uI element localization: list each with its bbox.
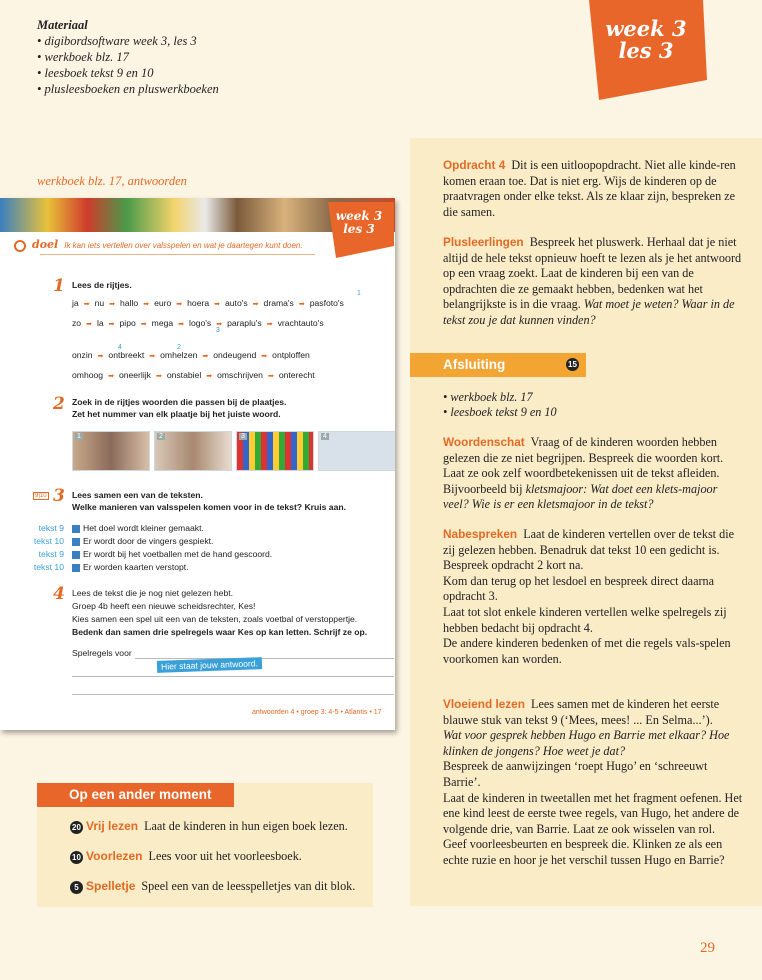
exercise-instruction: Zoek in de rijtjes woorden die passen bij de plaatjes. <box>72 397 287 407</box>
exercise-number: 4 <box>53 584 65 604</box>
minutes-badge: 20 <box>70 821 83 834</box>
activity-item: 5 Spelletje Speel een van de leesspelletjes van dit blok. <box>70 879 355 894</box>
text-reference: tekst 9 <box>38 549 64 559</box>
fluent-reading-label: Vloeiend lezen <box>443 697 525 711</box>
exercise-number: 2 <box>53 394 65 414</box>
checkbox-icon[interactable] <box>72 564 80 572</box>
answer-line[interactable] <box>135 658 394 659</box>
materials-list <box>37 17 219 97</box>
target-icon <box>14 240 26 252</box>
assignment-4-paragraph: Opdracht 4 Dit is een uitloopopdracht. Niet alle kinde-ren komen eraan toe. Dat is niet erg. Wijs de kinderen op de praatvragen onder elke tekst. Als ze klaar zijn, bespreken ze die samen. <box>443 158 736 219</box>
picture-number: 3 <box>216 327 220 334</box>
vocabulary-label: Woordenschat <box>443 435 525 449</box>
exercise-text: Lees de tekst die je nog niet gelezen hebt. <box>72 588 234 598</box>
text-reference: tekst 10 <box>33 536 64 546</box>
assignment-4-label: Opdracht 4 <box>443 158 506 172</box>
materials-item: • plusleesboeken en pluswerkboeken <box>37 82 219 96</box>
materials-item: • werkboek blz. 17 <box>37 50 129 64</box>
closing-material: • leesboek tekst 9 en 10 <box>443 405 557 419</box>
exercise-number: 3 <box>53 486 65 506</box>
exercise-instruction: Lees de rijtjes. <box>72 280 132 290</box>
activity-item: 20 Vrij lezen Laat de kinderen in hun eigen boek lezen. <box>70 819 348 834</box>
picture-number: 1 <box>357 290 361 297</box>
goal-label: doel <box>32 238 59 251</box>
exercise-number: 1 <box>53 276 65 296</box>
plus-students-label: Plusleerlingen <box>443 235 524 249</box>
page-number: 29 <box>700 940 715 956</box>
goal-text: Ik kan iets vertellen over valsspelen en wat je daartegen kunt doen. <box>64 241 303 250</box>
materials-item: • digibordsoftware week 3, les 3 <box>37 34 197 48</box>
workbook-week-badge <box>328 202 394 258</box>
badge-week: week 3 <box>605 16 687 41</box>
exercise-instruction: Welke manieren van valsspelen komen voor in de tekst? Kruis aan. <box>72 502 346 512</box>
workbook-badge-week: week 3 <box>335 209 383 223</box>
fluent-reading-paragraph: Vloeiend lezen Lees samen met de kinderen het eerste blauwe stuk van tekst 9 (‘Mees, mees! ... En Selma...’). Wat voor gesprek hebben Hugo en Barrie met elkaar? Hoe klinken de jongens? Hoe weet je dat? Bespreek de aanwijzingen ‘roept Hugo’ en ‘schreeuwt Barrie’. Laat de kinderen in tweetallen met het fragment oefenen. Het ene kind leest de eerste twee regels, van Hugo, het andere de volgende drie, van Barrie. Laat ze ook wisselen van rol. Geef voorleesbeurten en bespreek die. Klinken ze als een echte ruzie en hoor je het verschil tussen Hugo en Barrie? <box>443 697 743 867</box>
picture-logos: 1 <box>72 431 150 471</box>
checkbox-icon[interactable] <box>72 538 80 546</box>
picture-hug: 2 <box>154 431 232 471</box>
workbook-badge-lesson: les 3 <box>343 222 375 236</box>
answer-line[interactable] <box>72 676 394 677</box>
word-row: zo ➡ la ➡ pipo ➡ mega ➡ logo's ➡ paraplu's ➡ vrachtauto's <box>72 318 324 328</box>
discussion-paragraph: Nabespreken Laat de kinderen vertellen over de tekst die zij gelezen hebben. Benadruk dat tekst 10 een gedicht is. Bespreek opdracht 2 kort na. Kom dan terug op het lesdoel en bespreek direct daarna opdracht 3. Laat tot slot enkele kinderen vertellen welke spelregels zij hebben bedacht bij opdracht 4. De andere kinderen bedenken of met die regels vals-spelen voorkomen kan worden. <box>443 527 735 666</box>
picture-puzzle: 4 <box>318 431 395 471</box>
answer-sticker: Hier staat jouw antwoord. <box>157 657 262 673</box>
materials-item: • leesboek tekst 9 en 10 <box>37 66 154 80</box>
word-row: ja ➡ nu ➡ hallo ➡ euro ➡ hoera ➡ auto's ➡ drama's ➡ pasfoto's <box>72 298 344 308</box>
checkbox-item[interactable]: Het doel wordt kleiner gemaakt. <box>72 523 204 533</box>
exercise-instruction: Zet het nummer van elk plaatje bij het juiste woord. <box>72 409 281 419</box>
minutes-badge: 10 <box>70 851 83 864</box>
checkbox-icon[interactable] <box>72 525 80 533</box>
plus-students-paragraph: Plusleerlingen Bespreek het pluswerk. Herhaal dat je niet altijd de hele tekst opnieuw hoeft te lezen als je het antwoord op een vraag zoekt. Laat de kinderen bij een van de opdrachten die ze gemaakt hebben, bedenken wat het belangrijkste is in die vraag. Wat moet je weten? Waar in de tekst zou je dat kunnen vinden? <box>443 235 742 327</box>
workbook-footer: antwoorden 4 • groep 3: 4-5 • Atlantis • 17 <box>252 709 382 716</box>
answer-line[interactable] <box>72 694 394 695</box>
text-choice-icon: 9|10 <box>35 493 47 499</box>
picture-number: 4 <box>118 344 122 351</box>
exercise-text: Groep 4b heeft een nieuwe scheidsrechter, Kes! <box>72 601 256 611</box>
week-badge <box>585 0 707 100</box>
exercise-instruction: Bedenk dan samen drie spelregels waar Kes op kan letten. Schrijf ze op. <box>72 627 368 637</box>
minutes-badge: 15 <box>566 358 579 371</box>
minutes-badge: 5 <box>70 881 83 894</box>
checkbox-icon[interactable] <box>72 551 80 559</box>
text-reference: tekst 10 <box>33 562 64 572</box>
word-row: onzin ➡ ontbreekt ➡ omhelzen ➡ ondeugend ➡ ontploffen <box>72 350 310 360</box>
word-row: omhoog ➡ oneerlijk ➡ onstabiel ➡ omschrijven ➡ onterecht <box>72 370 315 380</box>
other-moment-title: Op een ander moment <box>37 783 234 807</box>
vocabulary-paragraph: Woordenschat Vraag of de kinderen woorden hebben gelezen die ze niet begrijpen. Bespreek die woorden kort. Laat ze ook zelf woordbetekenissen uit de tekst afleiden. Bijvoorbeeld bij kletsmajoor: Wat doet een klets-majoor veel? Wie is er een kletsmajoor in de tekst? <box>443 435 724 512</box>
picture-flags: 3 <box>236 431 314 471</box>
closing-header <box>410 353 586 377</box>
answer-label: Spelregels voor <box>72 648 132 658</box>
checkbox-item[interactable]: Er worden kaarten verstopt. <box>72 562 189 572</box>
closing-material: • werkboek blz. 17 <box>443 390 533 404</box>
materials-title: Materiaal <box>37 18 88 32</box>
goal-divider <box>40 254 315 255</box>
closing-title: Afsluiting <box>443 357 506 372</box>
exercise-text: Kies samen een spel uit een van de teksten, zoals voetbal of verstoppertje. <box>72 614 358 624</box>
lesson-instructions-panel <box>410 138 762 906</box>
checkbox-item[interactable]: Er wordt door de vingers gespiekt. <box>72 536 213 546</box>
checkbox-item[interactable]: Er wordt bij het voetballen met de hand gescoord. <box>72 549 272 559</box>
discussion-label: Nabespreken <box>443 527 518 541</box>
workbook-page <box>0 198 395 730</box>
activity-item: 10 Voorlezen Lees voor uit het voorleesboek. <box>70 849 302 864</box>
exercise-instruction: Lees samen een van de teksten. <box>72 490 203 500</box>
goal-row <box>14 238 303 252</box>
badge-lesson: les 3 <box>618 38 674 63</box>
other-moment-box <box>37 783 373 907</box>
picture-number: 2 <box>177 344 181 351</box>
text-reference: tekst 9 <box>38 523 64 533</box>
workbook-label: werkboek blz. 17, antwoorden <box>37 174 187 188</box>
